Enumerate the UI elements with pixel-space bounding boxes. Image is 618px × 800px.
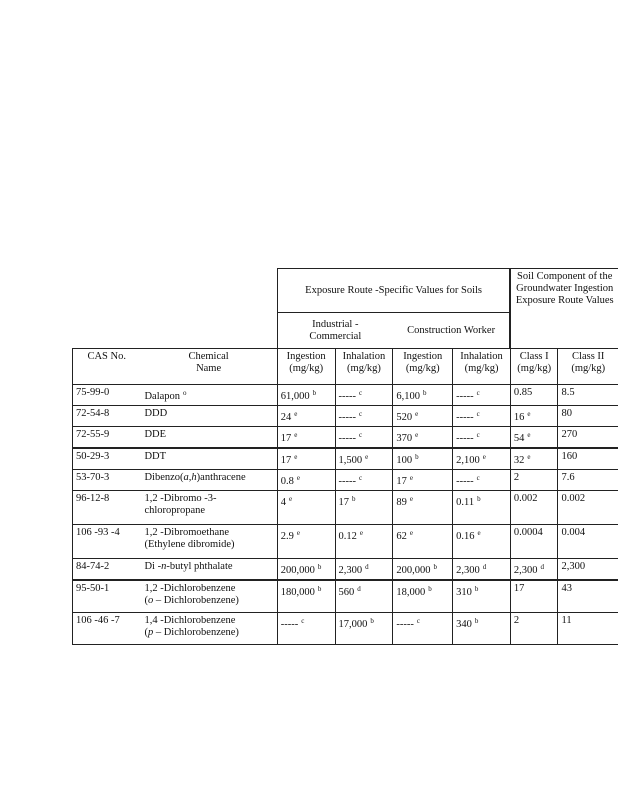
inhalation-industrial-value: 1,500	[338, 455, 363, 466]
table-row	[73, 427, 618, 449]
ingestion-industrial-footnote: e	[296, 474, 300, 482]
cas-no-header: CAS No.	[73, 349, 141, 385]
inhalation-industrial	[335, 470, 393, 491]
chemical-name-line	[144, 451, 273, 463]
cas-number: 50-29-3	[73, 448, 141, 470]
inhalation-construction	[453, 491, 511, 525]
inhalation-construction	[453, 525, 511, 559]
inhalation-construction-value: 310	[456, 587, 472, 598]
inhalation-construction-value: -----	[456, 412, 474, 423]
cas-number: 84-74-2	[73, 559, 141, 581]
chemical-name-line	[144, 583, 273, 595]
table-body	[73, 385, 618, 645]
class-ii-value-value: 0.004	[561, 527, 586, 538]
inhalation-industrial-footnote: e	[365, 453, 369, 461]
class-ii-value	[558, 612, 618, 644]
ingestion-construction-footnote: e	[415, 431, 419, 439]
inhalation-construction-value: -----	[456, 391, 474, 402]
inhalation-industrial-value: 0.12	[338, 531, 357, 542]
chemical-name-line	[144, 387, 273, 403]
class-ii-value-value: 80	[561, 408, 572, 419]
class-ii-value	[558, 406, 618, 427]
chemical-name	[140, 559, 277, 581]
class-i-value	[510, 385, 558, 406]
ingestion-industrial-footnote: e	[294, 431, 298, 439]
class-i-value-footnote: e	[527, 431, 531, 439]
inhalation-industrial-footnote: d	[357, 585, 361, 593]
ingestion-construction	[393, 491, 453, 525]
inhalation-construction-header: Inhalation (mg/kg)	[453, 349, 511, 385]
ingestion-construction	[393, 612, 453, 644]
chemical-name-text: Dibenzo(	[144, 472, 184, 483]
inhalation-construction-footnote: b	[474, 616, 479, 625]
inhalation-industrial-footnote: b	[370, 616, 374, 625]
ingestion-industrial-value: 24	[280, 412, 292, 423]
inhalation-industrial-value: -----	[338, 476, 357, 487]
inhalation-construction-value: -----	[456, 476, 474, 487]
inhalation-industrial-value: 17,000	[338, 618, 368, 630]
inhalation-construction	[453, 470, 511, 491]
ingestion-industrial-footnote: e	[294, 453, 298, 461]
chemical-name-line	[144, 472, 273, 484]
cas-number: 53-70-3	[73, 470, 141, 491]
inhalation-construction-footnote: e	[477, 529, 481, 537]
ingestion-industrial	[277, 525, 335, 559]
ingestion-industrial-value: 200,000	[280, 565, 315, 576]
chemical-name-text: DDD	[144, 408, 168, 419]
chemical-name-text: DDE	[144, 429, 167, 440]
ingestion-construction	[393, 470, 453, 491]
soil-values-table	[72, 268, 618, 645]
chemical-name-header: Chemical Name	[140, 349, 277, 385]
class-ii-value-value: 43	[561, 583, 572, 594]
class-i-value	[510, 448, 558, 470]
inhalation-industrial-value: 2,300	[338, 565, 363, 576]
class-i-value-value: 2	[513, 472, 520, 483]
inhalation-industrial-value: -----	[338, 412, 357, 423]
chemical-name	[140, 525, 277, 559]
class-ii-header: Class II (mg/kg)	[558, 349, 618, 385]
chemical-name-line	[144, 527, 273, 539]
inhalation-industrial	[335, 612, 393, 644]
class-i-value	[510, 580, 558, 612]
ingestion-construction	[393, 580, 453, 612]
inhalation-construction-footnote: c	[476, 431, 480, 439]
inhalation-construction	[453, 448, 511, 470]
inhalation-construction-value: 2,300	[456, 565, 480, 576]
ingestion-construction-value: 6,100	[396, 391, 420, 402]
chemical-name-text: Dalapon	[144, 391, 181, 402]
table-row	[73, 448, 618, 470]
cas-number: 72-55-9	[73, 427, 141, 449]
ingestion-construction-footnote: b	[428, 585, 432, 593]
cas-number: 75-99-0	[73, 385, 141, 406]
inhalation-construction	[453, 612, 511, 644]
class-i-value-footnote: d	[540, 563, 545, 571]
chemical-name-line	[144, 615, 273, 627]
inhalation-construction-value: 340	[456, 618, 472, 630]
ingestion-construction-footnote: e	[409, 495, 413, 503]
ingestion-construction	[393, 427, 453, 449]
inhalation-industrial-footnote: b	[352, 495, 356, 503]
inhalation-construction	[453, 559, 511, 581]
ingestion-industrial	[277, 491, 335, 525]
chemical-name-footnote: o	[183, 389, 187, 397]
inhalation-construction-value: -----	[456, 433, 474, 444]
inhalation-construction-footnote: b	[477, 495, 481, 503]
ingestion-industrial	[277, 580, 335, 612]
chemical-name	[140, 448, 277, 470]
chemical-name-text-end: )anthracene	[196, 472, 246, 483]
class-ii-value-value: 270	[561, 429, 578, 440]
inhalation-industrial	[335, 427, 393, 449]
class-i-value-value: 0.0004	[513, 527, 543, 538]
chemical-name-italic: n	[161, 561, 167, 572]
inhalation-industrial-footnote: c	[359, 389, 363, 397]
ingestion-construction	[393, 559, 453, 581]
class-i-value	[510, 427, 558, 449]
ingestion-industrial-value: -----	[280, 618, 299, 630]
class-ii-value-value: 7.6	[561, 472, 575, 483]
inhalation-construction-footnote: e	[482, 453, 486, 461]
ingestion-industrial-value: 180,000	[280, 587, 315, 598]
chemical-name	[140, 406, 277, 427]
ingestion-construction	[393, 448, 453, 470]
chemical-name	[140, 427, 277, 449]
chemical-name-italic: a,h	[183, 472, 197, 483]
ingestion-industrial	[277, 612, 335, 644]
exposure-route-group-header: Exposure Route -Specific Values for Soils	[277, 269, 510, 313]
ingestion-industrial-value: 0.8	[280, 476, 294, 487]
inhalation-industrial-value: -----	[338, 433, 357, 444]
ingestion-construction-header: Ingestion (mg/kg)	[393, 349, 453, 385]
ingestion-industrial-value: 17	[280, 455, 292, 466]
ingestion-industrial-footnote: e	[294, 410, 298, 418]
class-ii-value	[558, 470, 618, 491]
inhalation-industrial	[335, 491, 393, 525]
chemical-name	[140, 385, 277, 406]
class-i-value-value: 17	[513, 583, 525, 594]
ingestion-construction	[393, 385, 453, 406]
ingestion-construction	[393, 525, 453, 559]
inhalation-construction-footnote: b	[474, 585, 479, 593]
chemical-name-line2: (Ethylene dibromide)	[144, 539, 235, 550]
class-i-value	[510, 470, 558, 491]
class-i-value-value: 54	[513, 433, 525, 444]
ingestion-industrial-header: Ingestion (mg/kg)	[277, 349, 335, 385]
ingestion-industrial-footnote: e	[289, 495, 293, 503]
inhalation-construction-value: 0.11	[456, 497, 475, 508]
inhalation-construction-footnote: c	[476, 410, 480, 418]
inhalation-industrial	[335, 580, 393, 612]
ingestion-industrial-footnote: b	[317, 563, 322, 571]
ingestion-construction-footnote: b	[422, 389, 427, 397]
class-i-value	[510, 406, 558, 427]
chemical-name-line2: chloropropane	[144, 505, 206, 516]
ingestion-industrial	[277, 406, 335, 427]
cas-number: 95-50-1	[73, 580, 141, 612]
chemical-name-line	[144, 561, 273, 573]
chemical-name	[140, 491, 277, 525]
inhalation-industrial-footnote: c	[359, 431, 363, 439]
chemical-name	[140, 612, 277, 644]
class-ii-value	[558, 491, 618, 525]
inhalation-construction	[453, 385, 511, 406]
inhalation-industrial-footnote: c	[359, 410, 363, 418]
class-ii-value-value: 2,300	[561, 561, 586, 572]
ingestion-industrial-value: 17	[280, 433, 292, 444]
ingestion-construction-value: 62	[396, 531, 407, 542]
chemical-name-text: 1,2 -Dibromoethane	[144, 527, 230, 538]
inhalation-construction-value: 0.16	[456, 531, 475, 542]
class-i-value	[510, 559, 558, 581]
inhalation-construction-value: 2,100	[456, 455, 480, 466]
chemical-name-italic: o	[147, 595, 154, 606]
class-i-value-value: 2,300	[513, 565, 538, 576]
cas-number: 106 -93 -4	[73, 525, 141, 559]
ingestion-industrial	[277, 385, 335, 406]
table-row	[73, 525, 618, 559]
ingestion-industrial	[277, 470, 335, 491]
chemical-name-paren: (	[144, 595, 148, 606]
ingestion-construction-value: 17	[396, 476, 407, 487]
ingestion-construction	[393, 406, 453, 427]
inhalation-industrial	[335, 559, 393, 581]
inhalation-industrial-header: Inhalation (mg/kg)	[335, 349, 393, 385]
ingestion-industrial	[277, 559, 335, 581]
ingestion-industrial-value: 2.9	[280, 531, 294, 542]
chemical-name-text: 1,2 -Dichlorobenzene	[144, 583, 236, 594]
chemical-name-text-end: -butyl phthalate	[166, 561, 233, 572]
inhalation-industrial-footnote: e	[359, 529, 364, 537]
ingestion-construction-footnote: e	[409, 474, 413, 482]
inhalation-industrial-footnote: c	[359, 474, 363, 482]
chemical-name-text: 1,2 -Dibromo -3-	[144, 493, 217, 504]
ingestion-industrial	[277, 427, 335, 449]
table-row	[73, 491, 618, 525]
table-row	[73, 612, 618, 644]
inhalation-construction	[453, 580, 511, 612]
inhalation-industrial	[335, 448, 393, 470]
ingestion-industrial-value: 61,000	[280, 391, 310, 402]
chemical-name-text: DDT	[144, 451, 167, 462]
table-row	[73, 559, 618, 581]
class-ii-value	[558, 427, 618, 449]
chemical-name-line2	[144, 627, 273, 639]
chemical-name	[140, 580, 277, 612]
inhalation-construction-footnote: c	[476, 474, 480, 482]
class-ii-value	[558, 559, 618, 581]
class-i-value-value: 16	[513, 412, 525, 423]
class-i-value-value: 32	[513, 455, 525, 466]
class-i-value	[510, 612, 558, 644]
ingestion-construction-value: -----	[396, 618, 414, 630]
industrial-commercial-header: Industrial - Commercial	[277, 313, 393, 349]
class-ii-value	[558, 525, 618, 559]
chemical-name-text-end: – Dichlorobenzene)	[153, 626, 239, 638]
class-ii-value-value: 160	[561, 451, 578, 462]
ingestion-construction-value: 520	[396, 412, 413, 423]
ingestion-construction-footnote: c	[416, 616, 420, 625]
inhalation-construction	[453, 406, 511, 427]
ingestion-industrial-footnote: c	[301, 616, 305, 625]
ingestion-construction-value: 89	[396, 497, 407, 508]
ingestion-industrial-footnote: e	[296, 529, 300, 537]
inhalation-industrial-value: -----	[338, 391, 357, 402]
ingestion-construction-footnote: e	[409, 529, 413, 537]
ingestion-industrial-footnote: b	[312, 389, 317, 397]
soil-component-group-header: Soil Component of the Groundwater Ingestion Exposure Route Values	[510, 269, 618, 349]
inhalation-industrial-footnote: d	[365, 563, 369, 571]
class-i-value-value: 0.85	[513, 387, 533, 398]
class-ii-value-value: 11	[561, 614, 572, 626]
chemical-name-paren: (	[144, 626, 148, 638]
chemical-name-text-end: – Dichlorobenzene)	[153, 595, 239, 606]
table-row	[73, 385, 618, 406]
class-ii-value	[558, 385, 618, 406]
class-i-value-value: 0.002	[513, 493, 538, 504]
table-row	[73, 406, 618, 427]
inhalation-industrial	[335, 525, 393, 559]
chemical-name-italic: p	[147, 626, 154, 638]
ingestion-industrial-footnote: b	[317, 585, 322, 593]
chemical-name-text: 1,4 -Dichlorobenzene	[144, 614, 236, 626]
table-row	[73, 580, 618, 612]
ingestion-construction-footnote: b	[415, 453, 419, 461]
cas-number: 106 -46 -7	[73, 612, 141, 644]
chemical-name-line	[144, 493, 273, 505]
ingestion-construction-value: 100	[396, 455, 413, 466]
ingestion-industrial	[277, 448, 335, 470]
chemical-name	[140, 470, 277, 491]
ingestion-industrial-value: 4	[280, 497, 286, 508]
inhalation-industrial	[335, 385, 393, 406]
chemical-name-line2	[144, 595, 273, 607]
ingestion-construction-footnote: b	[433, 563, 437, 571]
inhalation-industrial-value: 560	[338, 587, 355, 598]
inhalation-construction	[453, 427, 511, 449]
ingestion-construction-footnote: e	[415, 410, 419, 418]
ingestion-construction-value: 370	[396, 433, 413, 444]
class-ii-value-value: 0.002	[561, 493, 586, 504]
class-ii-value	[558, 580, 618, 612]
inhalation-construction-footnote: d	[482, 563, 487, 571]
class-ii-value-value: 8.5	[561, 387, 575, 398]
class-i-value	[510, 525, 558, 559]
class-i-value-footnote: e	[527, 410, 531, 418]
cas-number: 96-12-8	[73, 491, 141, 525]
ingestion-construction-value: 200,000	[396, 565, 431, 576]
inhalation-construction-footnote: c	[476, 389, 480, 397]
chemical-name-text: Di -	[144, 561, 162, 572]
construction-worker-header: Construction Worker	[393, 313, 511, 349]
class-i-value	[510, 491, 558, 525]
cas-number: 72-54-8	[73, 406, 141, 427]
inhalation-industrial-value: 17	[338, 497, 350, 508]
table-row	[73, 470, 618, 491]
class-ii-value	[558, 448, 618, 470]
inhalation-industrial	[335, 406, 393, 427]
class-i-value-value: 2	[513, 614, 520, 626]
class-i-header: Class I (mg/kg)	[510, 349, 558, 385]
class-i-value-footnote: e	[527, 453, 531, 461]
chemical-name-line	[144, 408, 273, 420]
chemical-name-line	[144, 429, 273, 441]
ingestion-construction-value: 18,000	[396, 587, 426, 598]
